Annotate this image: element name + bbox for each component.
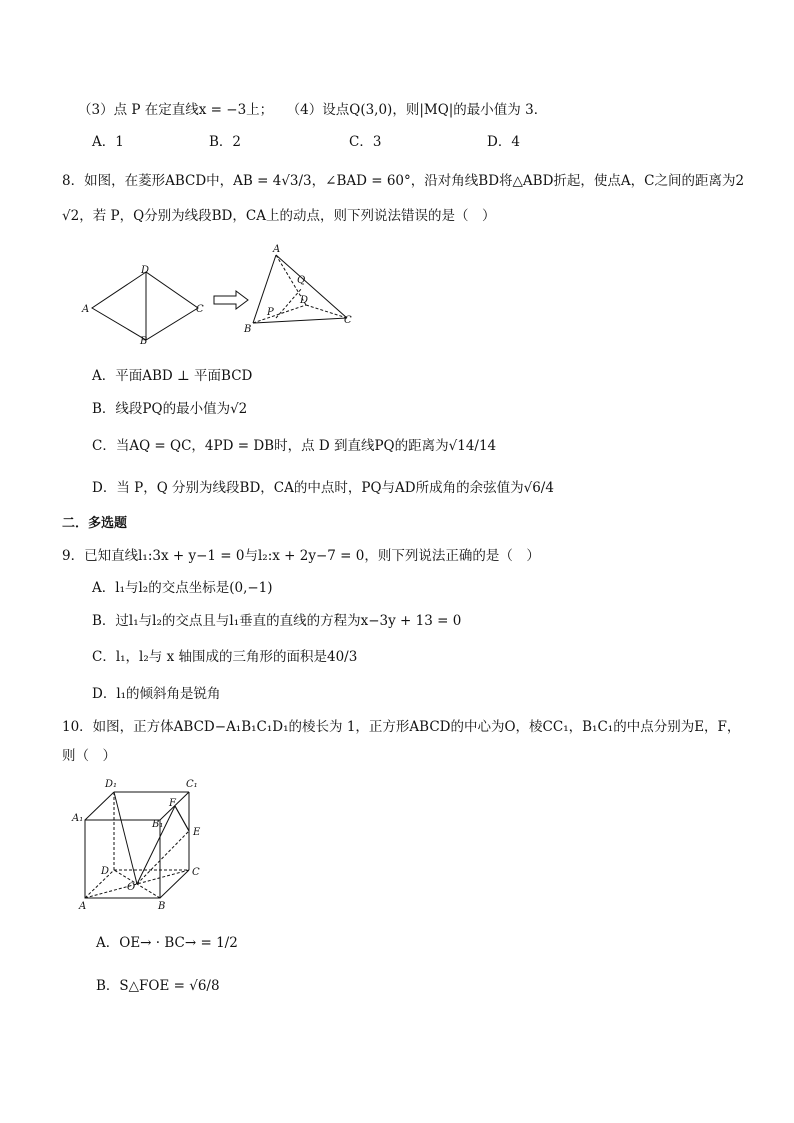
q7-option-a: A．1: [92, 134, 124, 150]
tetra-label-q: Q: [297, 275, 306, 286]
tetra-label-b: B: [244, 324, 252, 335]
cube-label-a1: A₁: [72, 813, 84, 824]
q8-option-a: A．平面ABD ⊥ 平面BCD: [92, 368, 253, 384]
q9-option-b: B．过l₁与l₂的交点且与l₁垂直的直线的方程为x−3y + 13 = 0: [92, 613, 462, 629]
q10-option-b: B．S△FOE = √6/8: [96, 978, 220, 994]
cube-label-a: A: [79, 901, 87, 912]
section-multi-choice-heading: 二．多选题: [62, 516, 128, 531]
cube-label-f: F: [169, 798, 176, 809]
tetra-label-c: C: [344, 315, 352, 326]
cube-label-d: D: [101, 866, 110, 877]
q7-statements: （3）点 P 在定直线x = −3上； （4）设点Q(3,0)，则|MQ|的最小值为 3．: [78, 102, 548, 118]
q7-option-d: D．4: [487, 134, 520, 150]
tetra-label-p: P: [267, 307, 274, 318]
q8-option-b: B．线段PQ的最小值为√2: [92, 401, 248, 417]
rhombus-label-d: D: [141, 265, 150, 276]
q7-option-b: B．2: [209, 134, 242, 150]
cube-label-c: C: [192, 867, 200, 878]
q8-stem-line1: 8．如图，在菱形ABCD中，AB = 4√3/3，∠BAD = 60°，沿对角线BD将△ABD折起，使点A，C之间的距离为2: [62, 173, 745, 189]
q9-option-a: A．l₁与l₂的交点坐标是(0,−1): [92, 580, 273, 596]
q8-option-d: D．当 P，Q 分别为线段BD，CA的中点时，PQ与AD所成角的余弦值为√6/4: [92, 480, 554, 496]
q9-option-c: C．l₁，l₂与 x 轴围成的三角形的面积是40/3: [92, 649, 358, 665]
q9-option-d: D．l₁的倾斜角是锐角: [92, 686, 221, 702]
rhombus-label-c: C: [196, 304, 204, 315]
cube-label-o: O: [127, 882, 136, 893]
tetra-label-a: A: [273, 244, 281, 255]
rhombus-label-a: A: [82, 304, 90, 315]
rhombus-label-b: B: [140, 336, 148, 347]
cube-label-b1: B₁: [152, 819, 164, 830]
q9-stem: 9．已知直线l₁:3x + y−1 = 0与l₂:x + 2y−7 = 0，则下列说法正确的是（ ）: [62, 548, 540, 564]
q10-stem-line2: 则（ ）: [62, 748, 116, 764]
cube-label-e: E: [193, 827, 201, 838]
q10-option-a: A．OE→ · BC→ = 1/2: [96, 935, 238, 951]
cube-label-c1: C₁: [186, 779, 198, 790]
q8-stem-line2: √2，若 P，Q分别为线段BD，CA上的动点，则下列说法错误的是（ ）: [62, 208, 496, 224]
cube-label-b: B: [158, 901, 166, 912]
q7-option-c: C．3: [349, 134, 382, 150]
cube-label-d1: D₁: [105, 779, 118, 790]
q10-stem-line1: 10．如图，正方体ABCD−A₁B₁C₁D₁的棱长为 1，正方形ABCD的中心为O，棱CC₁，B₁C₁的中点分别为E，F，: [62, 719, 741, 735]
tetra-label-d: D: [300, 295, 309, 306]
q8-tetrahedron-figure: [240, 243, 370, 343]
q8-option-c: C．当AQ = QC，4PD = DB时，点 D 到直线PQ的距离为√14/14: [92, 438, 497, 454]
q10-cube-figure: [68, 775, 208, 915]
q8-rhombus-figure: [78, 262, 208, 352]
